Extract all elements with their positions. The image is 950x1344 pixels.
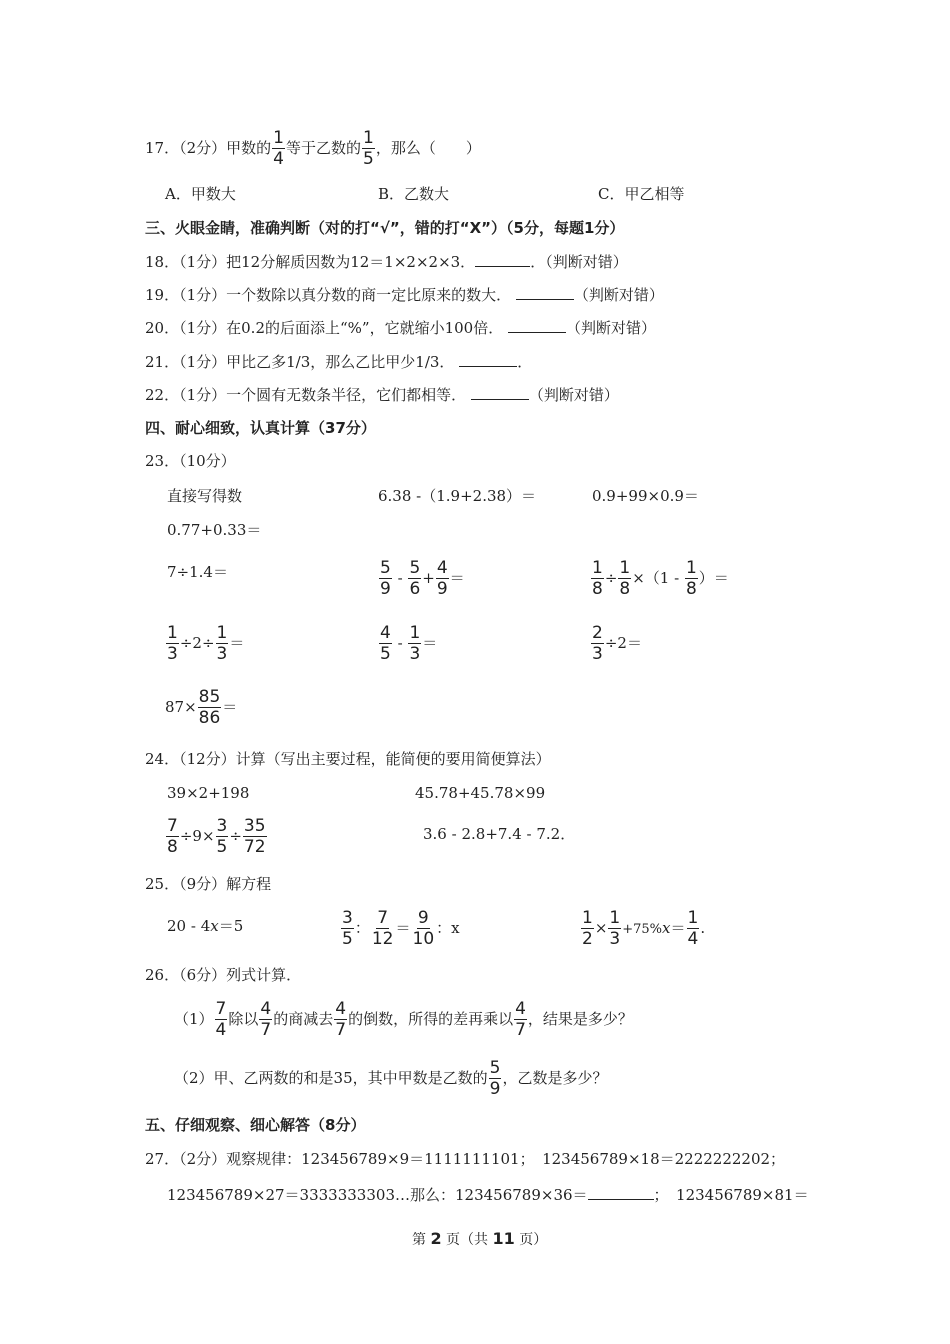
numerator: 1 — [363, 128, 374, 148]
denominator: 4 — [687, 929, 699, 949]
expression: 45.78+45.78×99 — [415, 784, 546, 802]
operator: ÷2＝ — [604, 634, 642, 652]
numerator: 7 — [167, 816, 178, 836]
sub-question-2 — [174, 1060, 607, 1098]
denominator: 12 — [371, 929, 394, 949]
operator: ÷ — [229, 827, 242, 845]
expression — [590, 625, 642, 663]
section-4-heading: 四、耐心细致，认真计算（37分） — [145, 419, 376, 437]
expression: 3.6 - 2.8+7.4 - 7.2． — [423, 825, 576, 843]
sub-question-1 — [174, 1001, 633, 1039]
fraction — [272, 130, 285, 168]
text: ，乙数是多少？ — [502, 1069, 608, 1087]
option-a: A．甲数大 — [165, 185, 236, 203]
fraction — [591, 625, 604, 663]
page-footer — [412, 1231, 547, 1247]
fraction — [198, 689, 222, 727]
numerator: 1 — [592, 558, 603, 578]
fraction — [436, 560, 449, 598]
numerator: 1 — [582, 908, 593, 928]
question-25-header: 25．（9分）解方程 — [145, 875, 272, 893]
fraction — [608, 910, 621, 948]
question-24-header: 24．（12分）计算（写出主要过程，能简便的要用简便算法） — [145, 750, 551, 768]
operator: +75% — [622, 922, 663, 937]
fraction — [581, 910, 594, 948]
equals: ＝ — [449, 569, 465, 587]
fraction — [687, 910, 700, 948]
equals: ＝ — [222, 698, 238, 716]
expression — [378, 560, 465, 598]
denominator: 3 — [609, 929, 621, 949]
option-c: C．甲乙相等 — [598, 185, 685, 203]
expression — [165, 625, 244, 663]
operator: - — [392, 634, 408, 652]
denominator: 5 — [363, 149, 374, 169]
denominator: 3 — [409, 644, 421, 664]
q17-text-2: 等于乙数的 — [285, 139, 361, 157]
numerator: 2 — [592, 623, 603, 643]
text: （2）甲、乙两数的和是35，其中甲数是乙数的 — [174, 1069, 488, 1087]
answer-blank[interactable] — [508, 320, 566, 333]
numerator: 4 — [260, 999, 272, 1019]
numerator: 1 — [409, 623, 421, 643]
question-23-header: 23．（10分） — [145, 452, 236, 470]
denominator: 6 — [409, 579, 421, 599]
denominator: 7 — [335, 1020, 347, 1040]
numerator: 1 — [609, 908, 621, 928]
numerator: 1 — [687, 908, 699, 928]
fraction — [408, 560, 421, 598]
text: 除以 — [228, 1010, 259, 1028]
denominator: 7 — [515, 1020, 526, 1040]
question-suffix: ．（判断对错） — [530, 253, 628, 271]
equals: ＝ — [670, 919, 686, 937]
question-text: 21．（1分）甲比乙多1/3，那么乙比甲少1/3． — [145, 353, 455, 371]
denominator: 5 — [342, 929, 353, 949]
operator: ÷ — [604, 569, 618, 587]
fraction — [216, 818, 229, 856]
numerator: 4 — [335, 999, 347, 1019]
fraction — [412, 910, 436, 948]
operator: × — [594, 919, 608, 937]
denominator: 4 — [273, 149, 284, 169]
question-suffix: ． — [517, 353, 533, 371]
denominator: 3 — [216, 644, 228, 664]
equation — [580, 910, 705, 948]
variable: x — [662, 919, 671, 937]
numerator: 5 — [409, 558, 421, 578]
operator: ＝ — [395, 919, 411, 937]
numerator: 4 — [380, 623, 391, 643]
numerator: 4 — [436, 558, 448, 578]
denominator: 3 — [167, 644, 178, 664]
fraction — [379, 560, 392, 598]
denominator: 7 — [260, 1020, 272, 1040]
equation — [340, 910, 460, 948]
fraction — [243, 818, 267, 856]
operator: - — [392, 569, 408, 587]
expression: 39×2+198 — [167, 784, 250, 802]
fraction — [362, 130, 375, 168]
operator: ： — [354, 919, 370, 937]
answer-blank[interactable] — [516, 287, 574, 300]
numerator: 3 — [216, 816, 228, 836]
fraction — [341, 910, 354, 948]
page-number: 2 — [430, 1229, 442, 1248]
operand: 20 - 4 — [167, 917, 211, 935]
expression — [590, 560, 729, 598]
question-20 — [145, 320, 656, 336]
fraction — [334, 1001, 347, 1039]
denominator: 8 — [685, 579, 697, 599]
total-pages: 11 — [492, 1229, 515, 1248]
expression — [165, 818, 268, 856]
text: ； 123456789×81＝ — [653, 1186, 809, 1204]
denominator: 9 — [380, 579, 391, 599]
expression: 0.9+99×0.9＝ — [592, 487, 699, 505]
question-27-line-2 — [167, 1187, 809, 1203]
question-22 — [145, 387, 619, 403]
fraction — [685, 560, 698, 598]
operator: ÷2÷ — [179, 634, 215, 652]
question-text: 20．（1分）在0.2的后面添上“%”，它就缩小100倍． — [145, 319, 504, 337]
question-26-header: 26．（6分）列式计算． — [145, 966, 302, 984]
fraction — [514, 1001, 527, 1039]
expression: 7÷1.4＝ — [167, 563, 228, 581]
fraction — [591, 560, 604, 598]
operator: ×（1 - — [632, 569, 684, 587]
numerator: 4 — [515, 999, 526, 1019]
equals: ）＝ — [698, 569, 729, 587]
denominator: 3 — [592, 644, 603, 664]
numerator: 3 — [342, 908, 353, 928]
expression — [378, 625, 437, 663]
denominator: 72 — [243, 837, 266, 857]
text: 的商减去 — [273, 1010, 334, 1028]
direct-write-label: 直接写得数 — [167, 487, 243, 505]
numerator: 85 — [198, 687, 221, 707]
question-text: 19．（1分）一个数除以真分数的商一定比原来的数大． — [145, 286, 512, 304]
fraction — [259, 1001, 272, 1039]
numerator: 1 — [619, 558, 631, 578]
q17-text-3: ，那么（ ） — [375, 139, 481, 157]
q17-text-1: 甲数的 — [226, 139, 272, 157]
numerator: 5 — [489, 1058, 501, 1078]
numerator: 7 — [215, 999, 227, 1019]
fraction — [408, 625, 421, 663]
fraction — [216, 625, 229, 663]
points: （2分） — [179, 139, 227, 157]
question-number: 17． — [145, 139, 180, 157]
denominator: 4 — [215, 1020, 227, 1040]
sub-question-number: （1） — [174, 1010, 214, 1028]
answer-blank[interactable] — [459, 354, 517, 367]
expression — [165, 689, 237, 727]
question-21 — [145, 354, 532, 370]
question-19 — [145, 287, 664, 303]
question-17 — [145, 130, 481, 168]
answer-blank[interactable] — [588, 1187, 654, 1200]
numerator: 1 — [167, 623, 178, 643]
fraction — [489, 1060, 502, 1098]
numerator: 5 — [380, 558, 391, 578]
operator: ÷9× — [179, 827, 215, 845]
question-text: 22．（1分）一个圆有无数条半径，它们都相等． — [145, 386, 467, 404]
section-3-heading: 三、火眼金睛，准确判断（对的打“√”，错的打“X”）（5分，每题1分） — [145, 219, 625, 237]
denominator: 5 — [216, 837, 228, 857]
option-b: B．乙数大 — [378, 185, 450, 203]
fraction — [166, 818, 179, 856]
answer-blank[interactable] — [475, 254, 530, 267]
equals: ＝ — [229, 634, 245, 652]
operand: 87× — [165, 698, 197, 716]
denominator: 8 — [167, 837, 178, 857]
equals: ＝5 — [218, 917, 244, 935]
numerator: 7 — [377, 908, 389, 928]
footer-text: 第 — [412, 1232, 431, 1248]
period: . — [700, 919, 706, 937]
question-18 — [145, 254, 628, 270]
text: 123456789×27＝3333333303…那么：123456789×36＝ — [167, 1186, 588, 1204]
fraction — [166, 625, 179, 663]
answer-blank[interactable] — [471, 387, 529, 400]
variable: x — [210, 917, 219, 935]
numerator: 35 — [243, 816, 266, 836]
footer-text: 页（共 — [441, 1232, 493, 1248]
numerator: 1 — [685, 558, 697, 578]
question-suffix: （判断对错） — [573, 286, 664, 304]
text: 的倒数，所得的差再乘以 — [348, 1010, 514, 1028]
denominator: 86 — [198, 708, 221, 728]
denominator: 10 — [412, 929, 435, 949]
denominator: 5 — [380, 644, 391, 664]
question-text: 18．（1分）把12分解质因数为12＝1×2×2×3． — [145, 253, 476, 271]
operator: ：x — [436, 919, 460, 937]
fraction — [618, 560, 631, 598]
denominator: 8 — [592, 579, 603, 599]
section-5-heading: 五、仔细观察、细心解答（8分） — [145, 1116, 366, 1134]
expression: 6.38 -（1.9+2.38）＝ — [378, 487, 537, 505]
denominator: 2 — [582, 929, 593, 949]
equation — [167, 919, 243, 934]
fraction — [215, 1001, 228, 1039]
denominator: 9 — [436, 579, 448, 599]
question-suffix: （判断对错） — [528, 386, 619, 404]
numerator: 9 — [417, 908, 429, 928]
fraction — [379, 625, 392, 663]
denominator: 8 — [619, 579, 631, 599]
equals: ＝ — [422, 634, 438, 652]
expression: 0.77+0.33＝ — [167, 521, 262, 539]
fraction — [371, 910, 395, 948]
denominator: 9 — [489, 1079, 501, 1099]
question-27-line-1: 27．（2分）观察规律：123456789×9＝1111111101； 123456789×18＝2222222202； — [145, 1150, 786, 1168]
numerator: 1 — [273, 128, 284, 148]
numerator: 1 — [216, 623, 228, 643]
text: ，结果是多少？ — [527, 1010, 633, 1028]
footer-text: 页） — [514, 1232, 548, 1248]
operator: + — [422, 569, 435, 587]
question-suffix: （判断对错） — [566, 319, 657, 337]
